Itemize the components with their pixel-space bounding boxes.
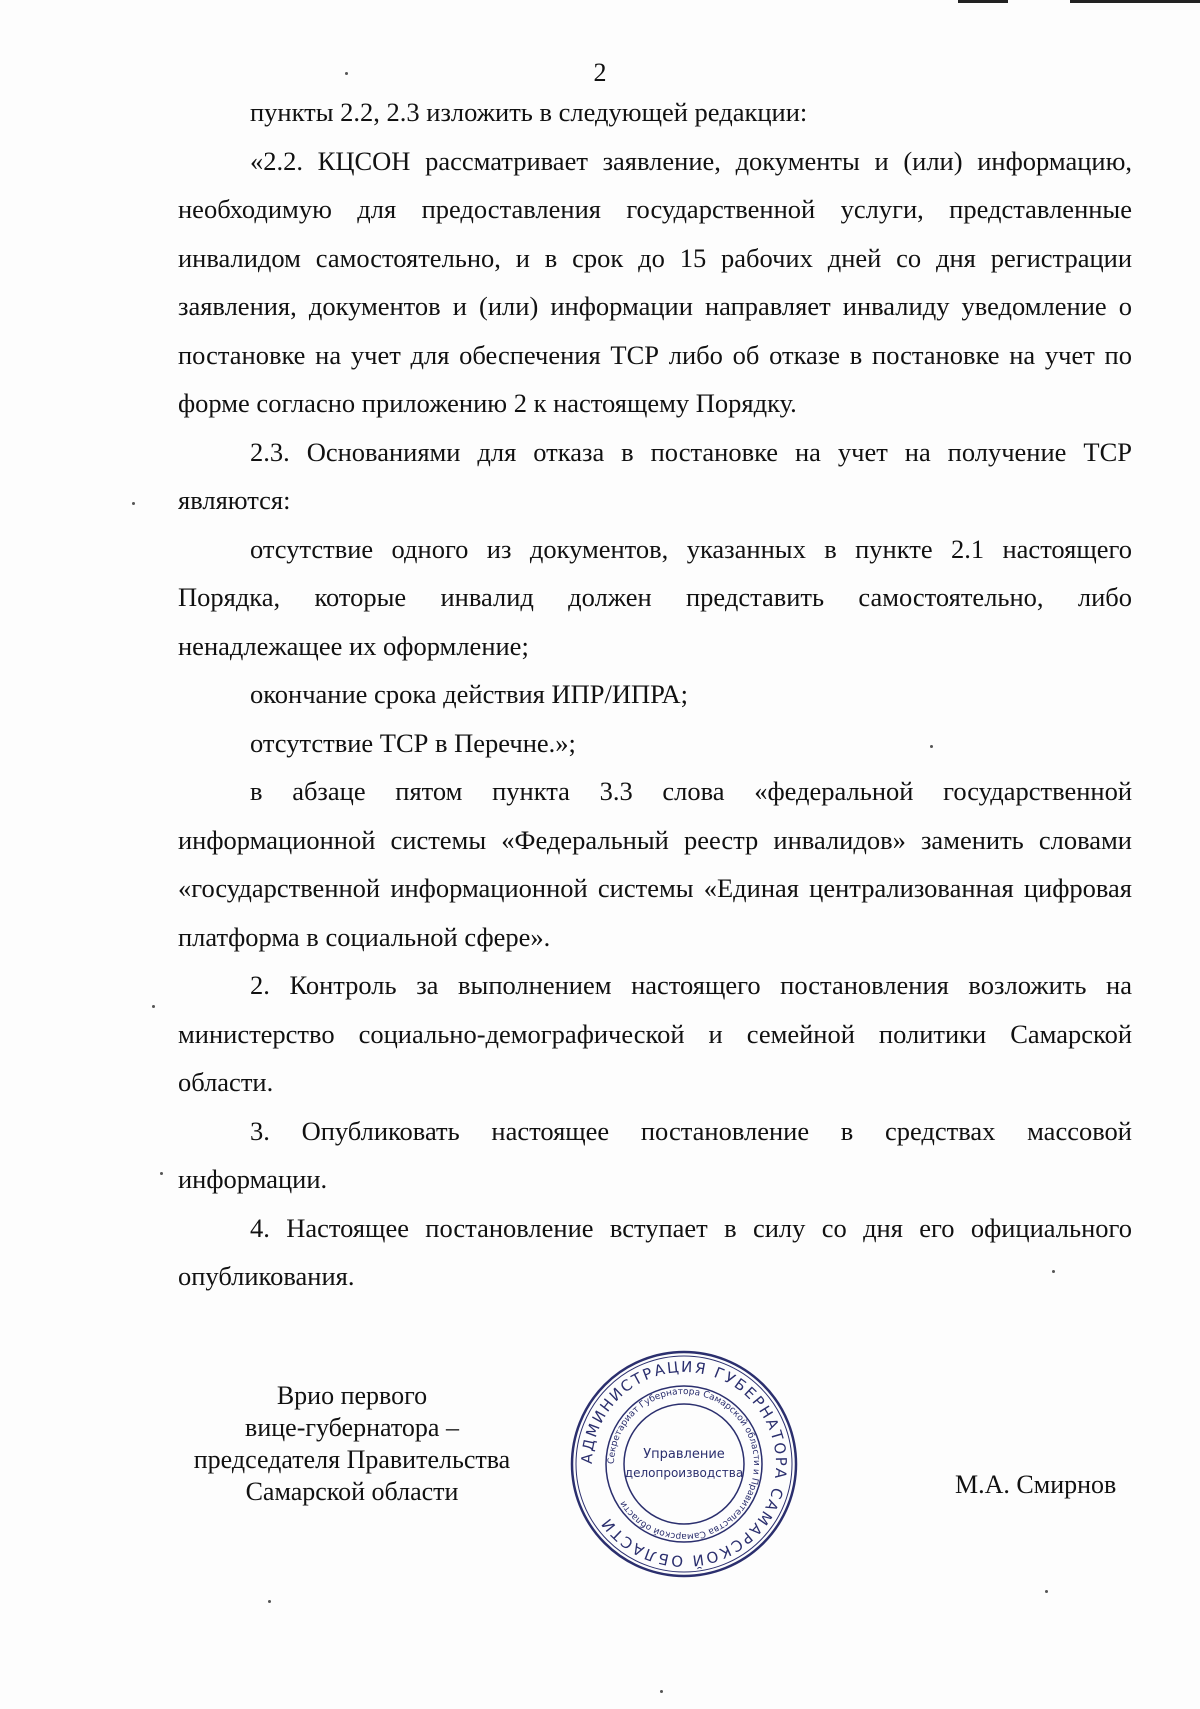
seal-center-text: делопроизводства — [624, 1466, 744, 1480]
scan-speck — [268, 1600, 271, 1603]
scan-speck — [160, 1172, 163, 1175]
seal-inner-text: Секретариат Губернатора Самарской области и Правительства Самарской области — [606, 1386, 762, 1542]
scan-speck — [132, 502, 135, 505]
signatory-position-line: председателя Правительства — [193, 1445, 511, 1474]
top-edge-mark — [1070, 0, 1200, 3]
scan-speck — [1045, 1590, 1048, 1593]
paragraph: отсутствие одного из документов, указанных в пункте 2.1 настоящего Порядка, которые инвалид должен представить самостоятельно, либо ненадлежащее их оформление; — [178, 533, 1132, 661]
document-body — [178, 88, 1132, 1301]
paragraph: пункты 2.2, 2.3 изложить в следующей редакции: — [250, 97, 808, 127]
signatory-position-line: Врио первого — [276, 1381, 428, 1410]
paragraph: 2.3. Основаниями для отказа в постановке на учет на получение ТСР являются: — [178, 436, 1132, 515]
paragraph: 3. Опубликовать настоящее постановление в средствах массовой информации. — [178, 1115, 1132, 1194]
paragraph: в абзаце пятом пункта 3.3 слова «федеральной государственной информационной системы «Федеральный реестр инвалидов» заменить словами «государственной информационной системы «Единая централизованная цифровая платформа в социальной сфере». — [178, 776, 1132, 952]
seal-center-ring — [624, 1404, 744, 1524]
paragraph: 2. Контроль за выполнением настоящего постановления возложить на министерство социально-демографической и семейной политики Самарской области. — [178, 970, 1132, 1097]
signatory-position-line: Самарской области — [245, 1477, 459, 1506]
seal-center-text: Управление — [643, 1447, 725, 1462]
paragraph: отсутствие ТСР в Перечне.»; — [250, 727, 576, 758]
signatory-position-line: вице-губернатора – — [245, 1413, 459, 1442]
signatory-position — [172, 1380, 532, 1508]
seal-inner-ring — [606, 1386, 762, 1542]
scan-speck — [1052, 1270, 1055, 1273]
page-number: 2 — [593, 58, 607, 87]
scan-speck — [152, 1005, 155, 1008]
scan-speck — [930, 745, 933, 748]
paragraph: «2.2. КЦСОН рассматривает заявление, документы и (или) информацию, необходимую для предоставления государственной услуги, представленные инвалидом самостоятельно, и в срок до 15 рабочих дней со дня регистрации заявления, документов и (или) информации направляет инвалиду уведомление о постановке на учет для обеспечения ТСР либо об отказе в постановке на учет по форме согласно приложению 2 к настоящему Порядку. — [178, 145, 1132, 418]
paragraph: окончание срока действия ИПР/ИПРА; — [250, 679, 688, 709]
paragraph: 4. Настоящее постановление вступает в силу со дня его официального опубликования. — [178, 1212, 1132, 1291]
scan-speck — [345, 72, 348, 75]
seal-outer-text: АДМИНИСТРАЦИЯ ГУБЕРНАТОРА САМАРСКОЙ ОБЛАСТИ — [577, 1357, 791, 1571]
signatory-name: М.А. Смирнов — [955, 1470, 1117, 1499]
scan-speck — [660, 1690, 663, 1693]
top-edge-mark — [958, 0, 1008, 3]
official-seal — [566, 1346, 802, 1582]
